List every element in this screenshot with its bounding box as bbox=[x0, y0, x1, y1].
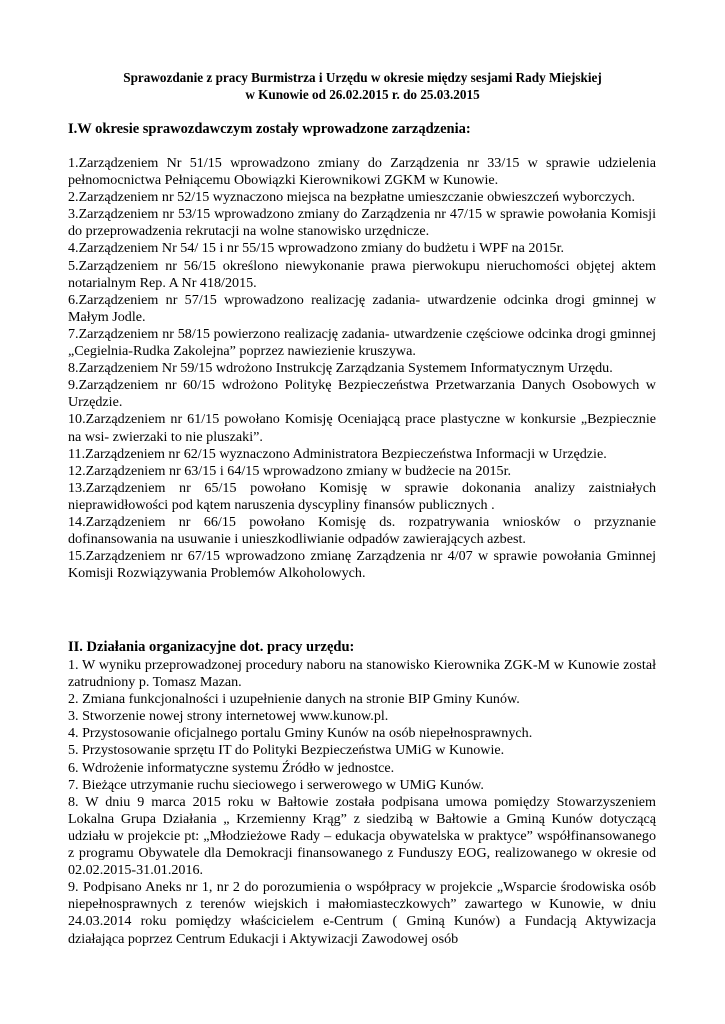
section-2-heading: II. Działania organizacyjne dot. pracy urzędu: bbox=[68, 639, 355, 655]
list-item: 10.Zarządzeniem nr 61/15 powołano Komisję Oceniającą prace plastyczne w konkursie „Bezpiecznie na wsi- zwierzaki to nie pluszaki”. bbox=[68, 411, 656, 445]
list-item: 6.Zarządzeniem nr 57/15 wprowadzono realizację zadania- utwardzenie odcinka drogi gminnej w Małym Jodle. bbox=[68, 291, 656, 325]
report-title-line-2: w Kunowie od 26.02.2015 r. do 25.03.2015 bbox=[245, 87, 480, 102]
list-item: 11.Zarządzeniem nr 62/15 wyznaczono Administratora Bezpieczeństwa Informacji w Urzędzie. bbox=[68, 445, 607, 462]
list-item: 3.Zarządzeniem nr 53/15 wprowadzono zmiany do Zarządzenia nr 47/15 w sprawie powołania Komisji do przeprowadzenia rekrutacji na wolne stanowisko urzędnicze. bbox=[68, 206, 656, 240]
list-item: 4. Przystosowanie oficjalnego portalu Gminy Kunów na osób niepełnosprawnych. bbox=[68, 725, 533, 742]
report-title-line-1: Sprawozdanie z pracy Burmistrza i Urzędu w okresie między sesjami Rady Miejskiej bbox=[123, 70, 602, 85]
list-item: 9. Podpisano Aneks nr 1, nr 2 do porozumienia o współpracy w projekcie „Wsparcie środowiska osób niepełnosprawnych z terenów wiejskich i małomiasteczkowych” zawartego w Kunowie, w dniu 24.03.2014 roku pomiędzy właścicielem e-Centrum ( Gminą Kunów) a Fundacją Aktywizacja działająca poprzez Centrum Edukacji i Aktywizacji Zawodowej osób bbox=[68, 879, 656, 947]
list-item: 7. Bieżące utrzymanie ruchu sieciowego i serwerowego w UMiG Kunów. bbox=[68, 776, 484, 793]
list-item: 2.Zarządzeniem nr 52/15 wyznaczono miejsca na bezpłatne umieszczanie obwieszczeń wyborczych. bbox=[68, 189, 636, 206]
list-item: 1.Zarządzeniem Nr 51/15 wprowadzono zmiany do Zarządzenia nr 33/15 w sprawie udzielenia pełnomocnictwa Pełniącemu Obowiązki Kierownikowi ZGKM w Kunowie. bbox=[68, 155, 656, 189]
list-item: 4.Zarządzeniem Nr 54/ 15 i nr 55/15 wprowadzono zmiany do budżetu i WPF na 2015r. bbox=[68, 240, 565, 257]
list-item: 8.Zarządzeniem Nr 59/15 wdrożono Instrukcję Zarządzania Systemem Informatycznym Urzędu. bbox=[68, 360, 613, 377]
list-item: 1. W wyniku przeprowadzonej procedury naboru na stanowisko Kierownika ZGK-M w Kunowie został zatrudniony p. Tomasz Mazan. bbox=[68, 657, 656, 691]
section-1-heading: I.W okresie sprawozdawczym zostały wprowadzone zarządzenia: bbox=[68, 121, 471, 137]
section-1-list bbox=[68, 155, 656, 582]
list-item: 6. Wdrożenie informatyczne systemu Źródło w jednostce. bbox=[68, 759, 395, 776]
section-2-list bbox=[68, 657, 656, 948]
list-item: 12.Zarządzeniem nr 63/15 i 64/15 wprowadzono zmiany w budżecie na 2015r. bbox=[68, 462, 512, 479]
list-item: 5. Przystosowanie sprzętu IT do Polityki Bezpieczeństwa UMiG w Kunowie. bbox=[68, 742, 505, 759]
list-item: 7.Zarządzeniem nr 58/15 powierzono realizację zadania- utwardzenie częściowe odcinka drogi gminnej „Cegielnia-Rudka Zakolejna” poprzez nawiezienie kruszywa. bbox=[68, 325, 656, 360]
list-item: 15.Zarządzeniem nr 67/15 wprowadzono zmianę Zarządzenia nr 4/07 w sprawie powołania Gminnej Komisji Rozwiązywania Problemów Alkoholowych. bbox=[68, 548, 656, 582]
list-item: 14.Zarządzeniem nr 66/15 powołano Komisję ds. rozpatrywania wniosków o przyznanie dofinansowania na usuwanie i unieszkodliwianie odpadów zawierających azbest. bbox=[68, 513, 656, 548]
report-title bbox=[60, 69, 665, 103]
list-item: 5.Zarządzeniem nr 56/15 określono niewykonanie prawa pierwokupu nieruchomości objętej aktem notarialnym Rep. A Nr 418/2015. bbox=[68, 257, 656, 291]
list-item: 3. Stworzenie nowej strony internetowej www.kunow.pl. bbox=[68, 708, 389, 725]
list-item: 13.Zarządzeniem nr 65/15 powołano Komisję w sprawie dokonania analizy zaistniałych nieprawidłowości pod kątem naruszenia dyscypliny finansów publicznych . bbox=[68, 479, 656, 513]
list-item: 2. Zmiana funkcjonalności i uzupełnienie danych na stronie BIP Gminy Kunów. bbox=[68, 691, 520, 708]
list-item: 8. W dniu 9 marca 2015 roku w Bałtowie została podpisana umowa pomiędzy Stowarzyszeniem Lokalna Grupa Działania „ Krzemienny Krąg” z siedzibą w Bałtowie a Gminą Kunów dotyczącą udziału w projekcie pt: „Młodzieżowe Rady – edukacja obywatelska w praktyce” współfinansowanego z programu Obywatele dla Demokracji finansowanego z Funduszy EOG, realizowanego w okresie od 02.02.2015-31.01.2016. bbox=[68, 793, 656, 879]
list-item: 9.Zarządzeniem nr 60/15 wdrożono Politykę Bezpieczeństwa Przetwarzania Danych Osobowych w Urzędzie. bbox=[68, 377, 656, 411]
